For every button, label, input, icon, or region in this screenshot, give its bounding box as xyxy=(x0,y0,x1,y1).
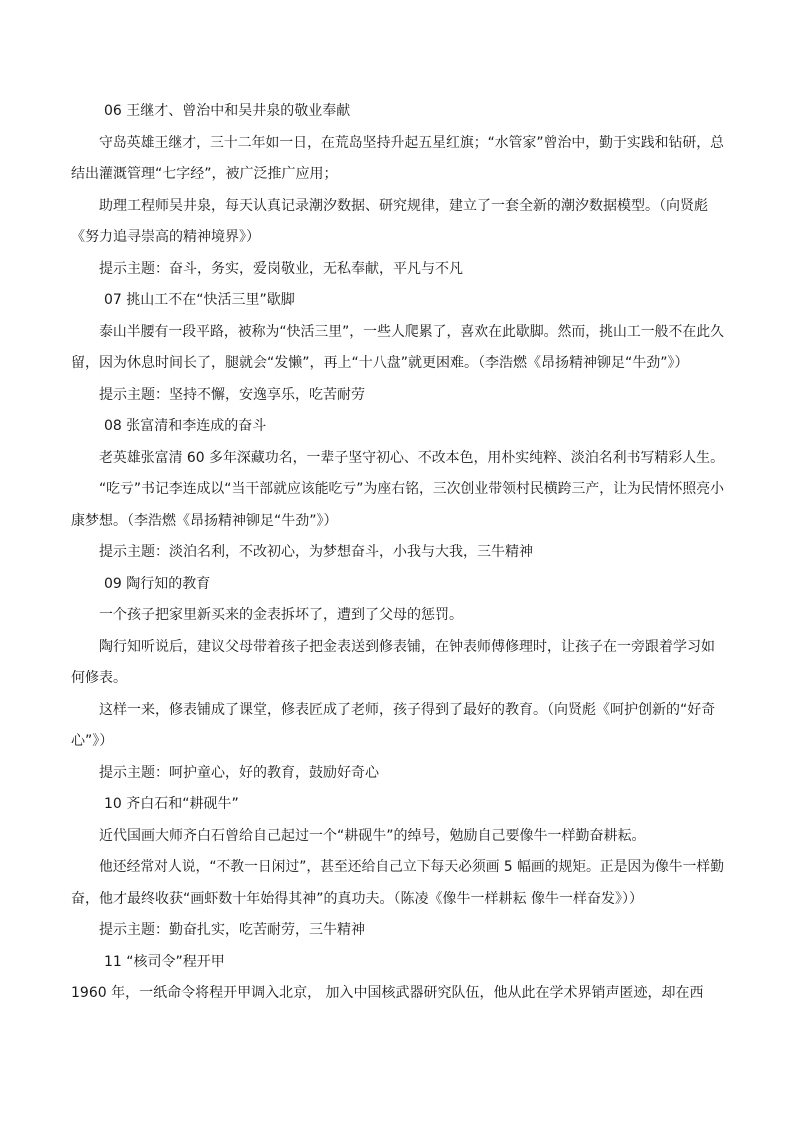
text-line: 11 “核司令”程开甲 xyxy=(104,953,225,970)
text-line: 老英雄张富清 60 多年深藏功名，一辈子坚守初心、不改本色，用朴实纯粹、淡泊名利书写精彩人生。 xyxy=(99,449,725,466)
text-line: 提示主题：呵护童心，好的教育，鼓励好奇心 xyxy=(99,764,379,781)
text-line: 结出灌溉管理“七字经”，被广泛推广应用； xyxy=(71,166,338,182)
text-line: 07 挑山工不在“快活三里”歇脚 xyxy=(104,292,295,308)
text-line: 09 陶行知的教育 xyxy=(104,575,211,592)
text-line: 奋，他才最终收获“画虾数十年始得其神”的真功夫。（陈凌《像牛一样耕耘 像牛一样奋发》）） xyxy=(71,890,643,907)
text-line: 泰山半腰有一段平路，被称为“快活三里”，一些人爬累了，喜欢在此歇脚。然而，挑山工一般不在此久 xyxy=(99,323,725,340)
text-line: 一个孩子把家里新买来的金表拆坏了，遭到了父母的惩罚。 xyxy=(99,607,463,623)
text-line: 提示主题：淡泊名利，不改初心，为梦想奋斗，小我与大我，三牛精神 xyxy=(99,544,533,560)
text-line: 康梦想。（李浩燃《昂扬精神铆足“牛劲”》） xyxy=(71,512,338,529)
text-line: 提示主题：勤奋扎实，吃苦耐劳，三牛精神 xyxy=(99,922,365,938)
text-line: 陶行知听说后，建议父母带着孩子把金表送到修表铺，在钟表师傅修理时，让孩子在一旁跟着学习如 xyxy=(99,638,715,655)
text-line: 心”》） xyxy=(71,733,114,749)
text-line: 《努力追寻崇高的精神境界》） xyxy=(71,229,260,245)
text-line: 守岛英雄王继才，三十二年如一日，在荒岛坚持升起五星红旗；“水管家”曾治中，勤于实践和钻研，总 xyxy=(99,134,725,151)
text-line: 10 齐白石和“耕砚牛” xyxy=(104,796,239,812)
text-line: 近代国画大师齐白石曾给自己起过一个“耕砚牛”的绰号，勉励自己要像牛一样勤奋耕耘。 xyxy=(99,827,646,844)
text-line: 他还经常对人说，“不教一日闲过”，甚至还给自己立下每天必须画 5 幅画的规矩。正是因为像牛一样勤 xyxy=(99,859,724,875)
text-line: 提示主题：坚持不懈，安逸享乐，吃苦耐劳 xyxy=(99,386,365,403)
text-line: 留，因为休息时间长了，腿就会“发懒”，再上“十八盘”就更困难。（李浩燃《昂扬精神铆足“牛劲”》） xyxy=(71,355,689,371)
text-line: 这样一来，修表铺成了课堂，修表匠成了老师，孩子得到了最好的教育。（向贤彪《呵护创新的“好奇 xyxy=(99,701,716,718)
text-line: 08 张富清和李连成的奋斗 xyxy=(104,418,267,434)
text-line: “吃亏”书记李连成以“当干部就应该能吃亏”为座右铭，三次创业带领村民横跨三产，让为民情怀照亮小 xyxy=(99,481,725,497)
text-line: 06 王继才、曾治中和吴井泉的敬业奉献 xyxy=(104,103,351,119)
text-line: 提示主题：奋斗，务实，爱岗敬业，无私奉献，平凡与不凡 xyxy=(99,260,463,277)
text-line: 1960 年，一纸命令将程开甲调入北京， 加入中国核武器研究队伍，他从此在学术界销声匿迹，却在西 xyxy=(71,985,704,1001)
text-line: 助理工程师吴井泉，每天认真记录潮汐数据、研究规律，建立了一套全新的潮汐数据模型。（向贤彪 xyxy=(99,197,708,214)
text-line: 何修表。 xyxy=(71,670,127,686)
